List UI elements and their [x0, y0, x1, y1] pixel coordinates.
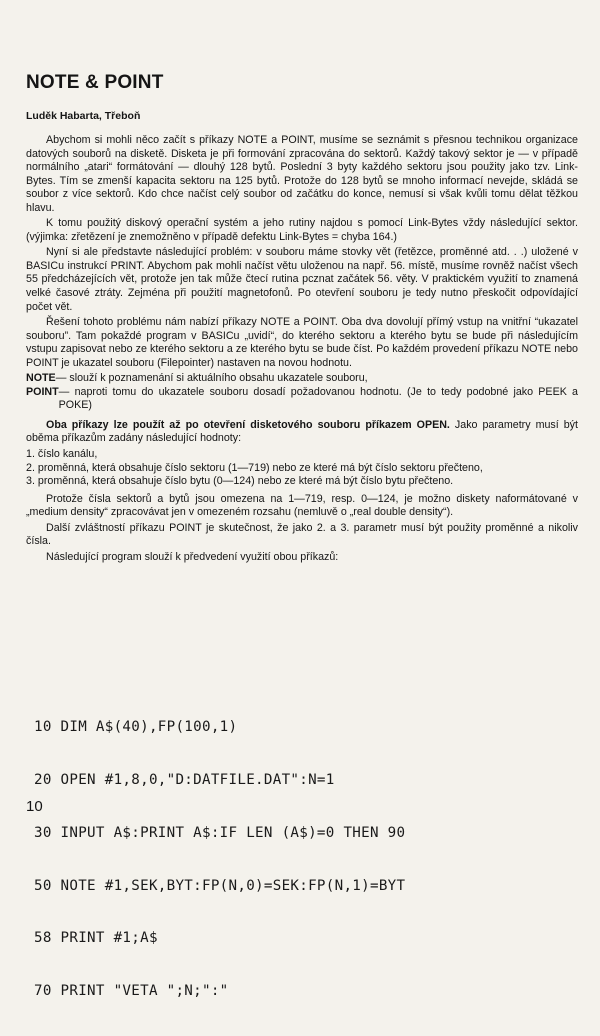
basic-program-listing [34, 684, 594, 1036]
params-intro [26, 419, 578, 446]
article-body [26, 134, 578, 566]
definition-note [26, 372, 578, 386]
paragraph: Nyní si ale představte následující problém: v souboru máme stovky vět (řetězce, proměnné atd. . .) uložené v BASICu instrukcí PRINT. Abychom pak mohli načíst větu uloženou na např. 56. místě, musíme rovněž načíst všech 55 předcházejících vět, protože jen tak může čtecí rutina pcznat začátek 56. věty. V praktickém využití to znamená velké časové ztráty. Zejména při použití magnetofonů. Po otevření souboru je tedy nutno přeskočit odpovídající počet vět. [26, 246, 578, 313]
code-line: 30 INPUT A$:PRINT A$:IF LEN (A$)=0 THEN 90 [34, 824, 406, 841]
article-title: NOTE & POINT [26, 72, 164, 93]
code-line: 50 NOTE #1,SEK,BYT:FP(N,0)=SEK:FP(N,1)=BYT [34, 877, 406, 894]
paragraph: K tomu použitý diskový operační systém a jeho rutiny najdou s pomocí Link-Bytes vždy následující sektor. (výjimka: zřetězení je znemožněno v případě defektu Link-Bytes = chyba 164.) [26, 217, 578, 243]
list-item: 2. proměnná, která obsahuje číslo sektoru (1—719) nebo ze které má být číslo sektoru přečteno, [26, 461, 483, 474]
page-number: 10 [26, 798, 43, 815]
params-list [26, 448, 578, 489]
paragraph: Abychom si mohli něco začít s příkazy NOTE a POINT, musíme se seznámit s přesnou technikou organizace datových souborů na disketě. Disketa je při formování zpracována do sektorů. Každý takový sektor je — v případě normálního „atari“ formátování — dlouhý 128 bytů. Poslední 3 byty každého sektoru jsou použity jako tzv. Link-Bytes. Tím se zmenší kapacita sektoru na 125 bytů. Protože do 128 bytů se mnoho informací nevejde, skládá se soubor z více sektorů. Kdo chce načíst celý soubor od začátku do konce, nemusí si však kvůli tomu dělat těžkou hlavu. [26, 134, 578, 214]
paragraph: Další zvláštností příkazu POINT je skutečnost, že jako 2. a 3. parametr musí být použity proměnné a nikoliv čísla. [26, 521, 578, 548]
code-line: 20 OPEN #1,8,0,"D:DATFILE.DAT":N=1 [34, 771, 335, 788]
definition-term: POINT [26, 385, 59, 398]
definition-desc: — naproti tomu do ukazatele souboru dosadí požadovanou hodnotu. (Je to tedy podobné jako PEEK a POKE) [58, 385, 578, 412]
definitions [26, 372, 578, 413]
definition-point [26, 386, 578, 413]
paragraph: Následující program slouží k předvedení využití obou příkazů: [46, 550, 339, 563]
code-line: 10 DIM A$(40),FP(100,1) [34, 719, 238, 736]
definition-term: NOTE [26, 372, 56, 385]
code-line: 70 PRINT "VETA ";N;":" [34, 983, 229, 1000]
list-item: 1. číslo kanálu, [26, 448, 98, 461]
paragraph: Protože čísla sektorů a bytů jsou omezena na 1—719, resp. 0—124, je možno diskety naformátované v „medium density“ zpracovávat jen v omezeném rozsahu (nemluvě o „real double density“). [26, 492, 578, 519]
list-item: 3. proměnná, která obsahuje číslo bytu (0—124) nebo ze které má být číslo bytu přečteno. [26, 475, 454, 488]
definition-desc: — slouží k poznamenání si aktuálního obsahu ukazatele souboru, [55, 372, 368, 385]
params-intro-rest: Jako parametry musí být oběma příkazům zadány následující hodnoty: [26, 418, 578, 445]
paragraph: Řešení tohoto problému nám nabízí příkazy NOTE a POINT. Oba dva dovolují přímý vstup na vnitřní “ukazatel souboru”. Tam pokaždé program v BASICu „uvidí“, do kterého sektoru a kterého bytu se bude při následujícím vstupu zapisovat nebo ze kterého sektoru a ze kterého bytu se bude číst. Po každém provedení příkazu NOTE nebo POINT je ukazatel souboru (Filepointer) nastaven na novou hodnotu. [26, 316, 578, 369]
author-line: Luděk Habarta, Třeboň [26, 110, 141, 122]
code-line: 58 PRINT #1;A$ [34, 930, 158, 947]
params-intro-bold: Oba příkazy lze použít až po otevření disketového souboru příkazem OPEN. [46, 418, 450, 431]
